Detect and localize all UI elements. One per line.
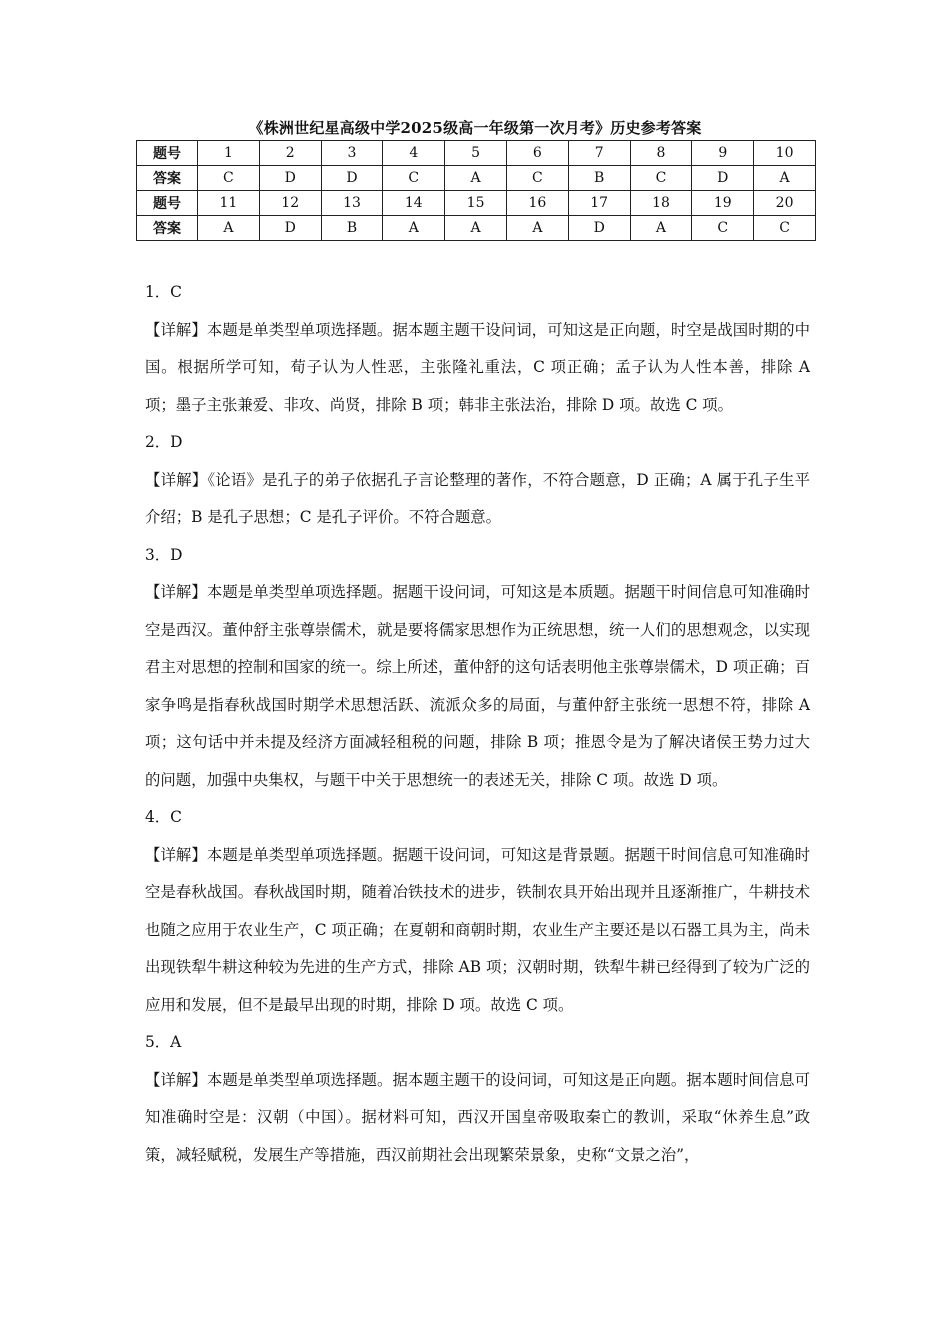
table-cell: 13 bbox=[321, 191, 383, 216]
table-cell: D bbox=[259, 166, 321, 191]
table-cell: 18 bbox=[630, 191, 692, 216]
table-cell: 17 bbox=[568, 191, 630, 216]
question-number: 5．A bbox=[145, 1033, 182, 1051]
table-cell: 20 bbox=[754, 191, 816, 216]
table-cell: 19 bbox=[692, 191, 754, 216]
detail-tag: 【详解】 bbox=[145, 845, 207, 864]
explanation-text: 《论语》是孔子的弟子依据孔子言论整理的著作，不符合题意，D 正确；A 属于孔子生平介绍；B 是孔子思想；C 是孔子评价。不符合题意。 bbox=[145, 470, 810, 526]
detail-tag: 【详解】 bbox=[145, 470, 208, 489]
table-cell: 9 bbox=[692, 141, 754, 166]
table-cell: 12 bbox=[259, 191, 321, 216]
table-cell: 8 bbox=[630, 141, 692, 166]
table-cell: D bbox=[321, 166, 383, 191]
row-header: 答案 bbox=[137, 216, 198, 241]
answer-table bbox=[136, 140, 816, 241]
row-header: 题号 bbox=[137, 191, 198, 216]
document-title: 《株洲世纪星高级中学2025级高一年级第一次月考》历史参考答案 bbox=[248, 119, 702, 137]
table-cell: 10 bbox=[754, 141, 816, 166]
table-cell: B bbox=[568, 166, 630, 191]
table-cell: A bbox=[445, 166, 507, 191]
table-row bbox=[137, 191, 816, 216]
explanation-paragraph bbox=[145, 837, 810, 1025]
question-number: 3．D bbox=[145, 545, 183, 564]
explanation-text: 本题是单类型单项选择题。据本题主题干的设问词，可知这是正向题。据本题时间信息可知准确时空是：汉朝（中国）。据材料可知，西汉开国皇帝吸取秦亡的教训，采取“休养生息”政策，减轻赋税，发展生产等措施，西汉前期社会出现繁荣景象，史称“文景之治”， bbox=[145, 1070, 810, 1164]
table-row bbox=[137, 141, 816, 166]
explanation-paragraph bbox=[145, 1062, 810, 1175]
explanation-text: 本题是单类型单项选择题。据题干设问词，可知这是背景题。据题干时间信息可知准确时空是春秋战国。春秋战国时期，随着冶铁技术的进步，铁制农具开始出现并且逐渐推广，牛耕技术也随之应用于农业生产，C 项正确；在夏朝和商朝时期，农业生产主要还是以石器工具为主，尚未出现铁犁牛耕这种较为先进的生产方式，排除 AB 项；汉朝时期，铁犁牛耕已经得到了较为广泛的应用和发展，但不是最早出现的时期，排除 D 项。故选 C 项。 bbox=[145, 845, 810, 1014]
table-cell: 3 bbox=[321, 141, 383, 166]
table-cell: A bbox=[383, 216, 445, 241]
detail-tag: 【详解】 bbox=[145, 583, 207, 601]
table-cell: D bbox=[692, 166, 754, 191]
table-cell: D bbox=[568, 216, 630, 241]
detail-tag: 【详解】 bbox=[145, 320, 207, 339]
detail-tag: 【详解】 bbox=[145, 1070, 207, 1089]
table-cell: 2 bbox=[259, 141, 321, 166]
table-cell: C bbox=[383, 166, 445, 191]
table-cell: 1 bbox=[198, 141, 260, 166]
table-cell: 5 bbox=[445, 141, 507, 166]
table-cell: C bbox=[198, 166, 260, 191]
table-cell: A bbox=[198, 216, 260, 241]
explanation-paragraph bbox=[145, 574, 810, 799]
table-cell: B bbox=[321, 216, 383, 241]
table-cell: C bbox=[754, 216, 816, 241]
row-header: 题号 bbox=[137, 141, 198, 166]
table-cell: A bbox=[506, 216, 568, 241]
table-cell: 11 bbox=[198, 191, 260, 216]
row-header: 答案 bbox=[137, 166, 198, 191]
question-number: 2．D bbox=[145, 433, 183, 451]
table-cell: 16 bbox=[506, 191, 568, 216]
table-cell: A bbox=[754, 166, 816, 191]
explanation-text: 本题是单类型单项选择题。据题干设问词，可知这是本质题。据题干时间信息可知准确时空是西汉。董仲舒主张尊崇儒术，就是要将儒家思想作为正统思想，统一人们的思想观念，以实现君主对思想的控制和国家的统一。综上所述，董仲舒的这句话表明他主张尊崇儒术，D 项正确；百家争鸣是指春秋战国时期学术思想活跃、流派众多的局面，与董仲舒主张统一思想不符，排除 A 项；这句话中并未提及经济方面减轻租税的问题，排除 B 项；推恩令是为了解决诸侯王势力过大的问题，加强中央集权，与题干中关于思想统一的表述无关，排除 C 项。故选 D 项。 bbox=[145, 583, 810, 789]
table-cell: 15 bbox=[445, 191, 507, 216]
explanation-text: 本题是单类型单项选择题。据本题主题干设问词，可知这是正向题，时空是战国时期的中国。根据所学可知，荀子认为人性恶，主张隆礼重法，C 项正确；孟子认为人性本善，排除 A 项；墨子主张兼爱、非攻、尚贤，排除 B 项；韩非主张法治，排除 D 项。故选 C 项。 bbox=[145, 320, 810, 414]
table-cell: 7 bbox=[568, 141, 630, 166]
table-cell: 6 bbox=[506, 141, 568, 166]
table-cell: C bbox=[692, 216, 754, 241]
table-cell: C bbox=[630, 166, 692, 191]
question-number: 1．C bbox=[145, 283, 182, 301]
table-cell: 4 bbox=[383, 141, 445, 166]
table-row bbox=[137, 166, 816, 191]
table-row bbox=[137, 216, 816, 241]
table-cell: D bbox=[259, 216, 321, 241]
table-cell: 14 bbox=[383, 191, 445, 216]
explanations bbox=[145, 274, 810, 1174]
table-cell: A bbox=[630, 216, 692, 241]
question-number: 4．C bbox=[145, 808, 182, 826]
table-cell: C bbox=[506, 166, 568, 191]
explanation-paragraph bbox=[145, 312, 810, 425]
explanation-paragraph bbox=[145, 462, 810, 537]
table-cell: A bbox=[445, 216, 507, 241]
